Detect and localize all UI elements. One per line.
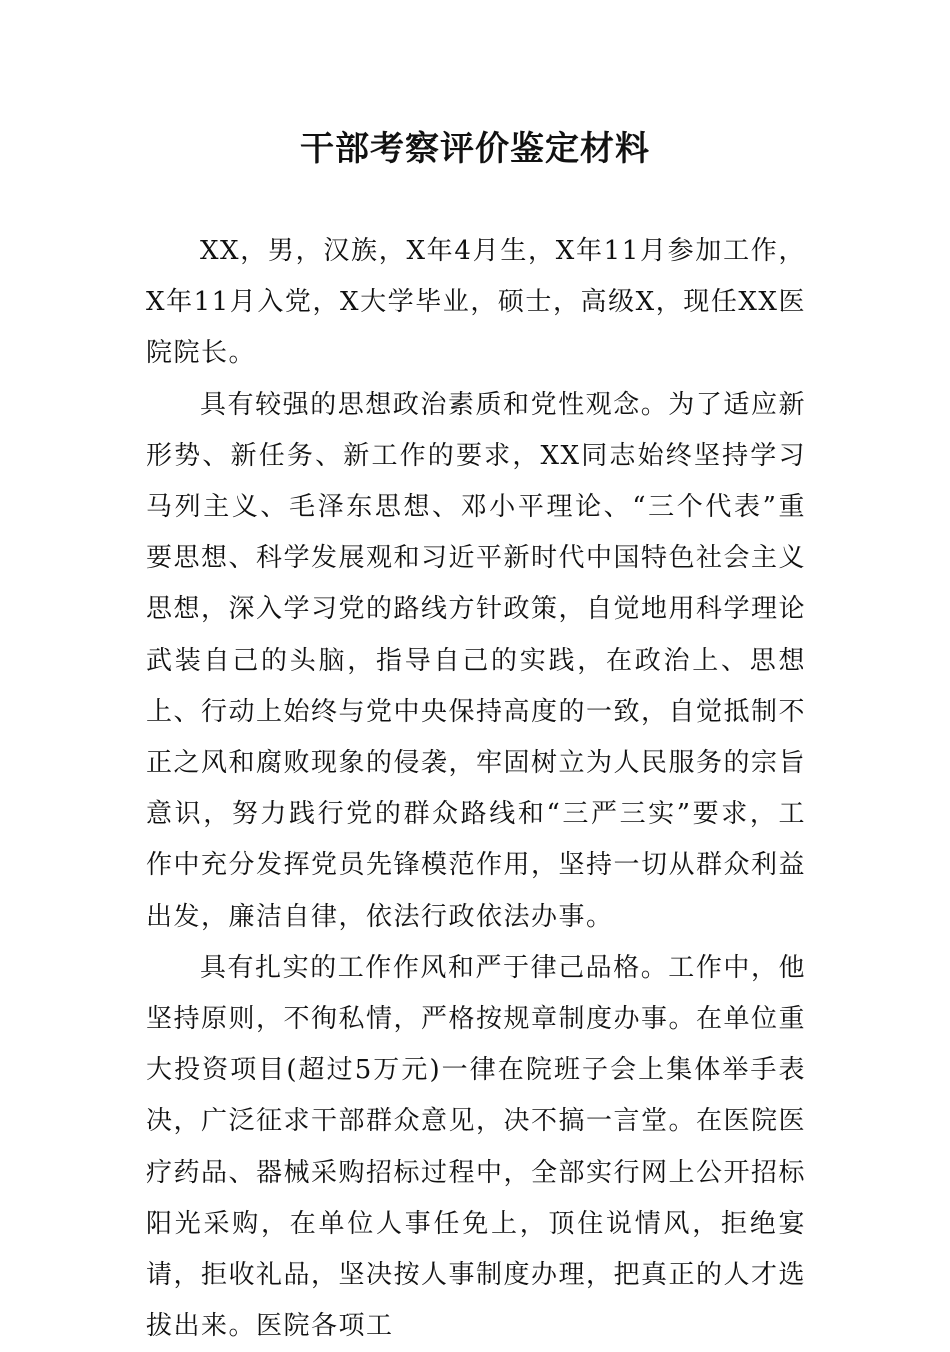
document-title: 干部考察评价鉴定材料 xyxy=(300,129,650,169)
document-body xyxy=(146,226,806,1352)
paragraph-political-quality: 具有较强的思想政治素质和党性观念。为了适应新形势、新任务、新工作的要求，XX同志始终坚持学习马列主义、毛泽东思想、邓小平理论、“三个代表”重要思想、科学发展观和习近平新时代中国特色社会主义思想，深入学习党的路线方针政策，自觉地用科学理论武装自己的头脑，指导自己的实践，在政治上、思想上、行动上始终与党中央保持高度的一致，自觉抵制不正之风和腐败现象的侵袭，牢固树立为人民服务的宗旨意识，努力践行党的群众路线和“三严三实”要求，工作中充分发挥党员先锋模范作用，坚持一切从群众利益出发，廉洁自律，依法行政依法办事。 xyxy=(146,389,807,932)
paragraph-work-style: 具有扎实的工作作风和严于律己品格。工作中，他坚持原则，不徇私情，严格按规章制度办事。在单位重大投资项目(超过5万元)一律在院班子会上集体举手表决，广泛征求干部群众意见，决不搞一言堂。在医院医疗药品、器械采购招标过程中，全部实行网上公开招标阳光采购，在单位人事任免上，顶住说情风，拒绝宴请，拒收礼品，坚决按人事制度办理，把真正的人才选拔出来。医院各项工 xyxy=(146,952,807,1342)
paragraph-basic-info: XX，男，汉族，X年4月生，X年11月参加工作，X年11月入党，X大学毕业，硕士，高级X，现任XX医院院长。 xyxy=(146,236,806,369)
